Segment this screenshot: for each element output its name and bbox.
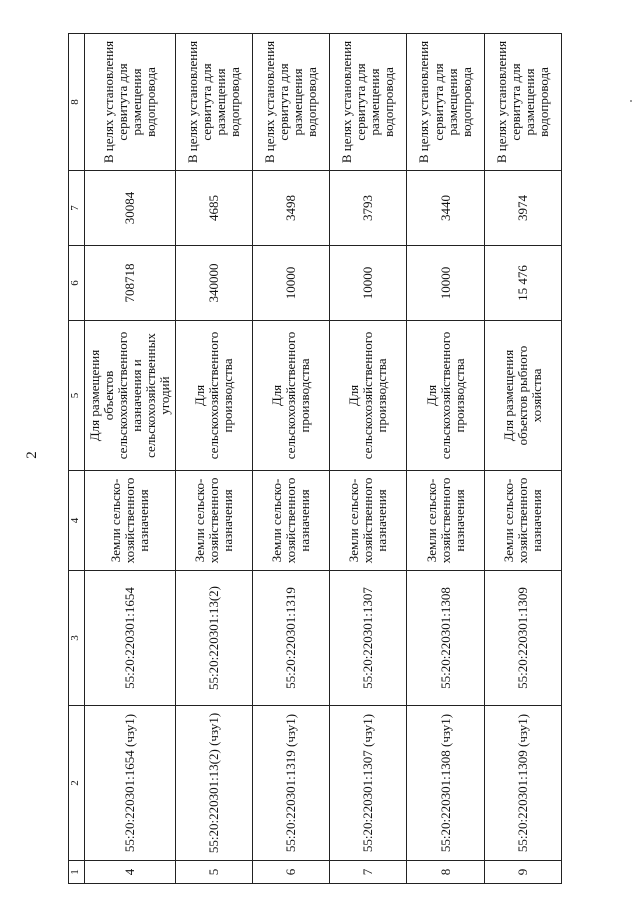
table-row [252, 34, 329, 884]
column-number: 1 [69, 861, 85, 884]
cadastral-number-cell: 55:20:220301:1308 [407, 571, 484, 706]
cadastral-number-cell: 55:20:220301:1307 [330, 571, 407, 706]
area-cell: 10000 [330, 246, 407, 321]
column-number: 6 [69, 246, 85, 321]
page-number: 2 [23, 451, 40, 459]
easement-table [68, 33, 562, 884]
scan-speck [630, 100, 632, 102]
permitted-use-cell: Для сельскохозяйственного производства [175, 321, 252, 471]
area-cell: 10000 [252, 246, 329, 321]
easement-zone-cell: 55:20:220301:1319 (чзу1) [252, 706, 329, 861]
land-category-cell: Земли сельско-хозяйственного назначения [84, 471, 175, 571]
purpose-cell: В целях установления сервитута для размещения водопровода [175, 34, 252, 171]
column-number-row [69, 34, 85, 884]
table-row [84, 34, 175, 884]
purpose-cell: В целях установления сервитута для размещения водопровода [330, 34, 407, 171]
cadastral-number-cell: 55:20:220301:1309 [484, 571, 561, 706]
easement-area-cell: 3440 [407, 171, 484, 246]
easement-zone-cell: 55:20:220301:1654 (чзу1) [84, 706, 175, 861]
column-number: 2 [69, 706, 85, 861]
easement-zone-cell: 55:20:220301:1309 (чзу1) [484, 706, 561, 861]
permitted-use-cell: Для сельскохозяйственного производства [252, 321, 329, 471]
purpose-cell: В целях установления сервитута для размещения водопровода [484, 34, 561, 171]
purpose-cell: В целях установления сервитута для размещения водопровода [84, 34, 175, 171]
easement-zone-cell: 55:20:220301:1307 (чзу1) [330, 706, 407, 861]
column-number: 5 [69, 321, 85, 471]
purpose-cell: В целях установления сервитута для размещения водопровода [407, 34, 484, 171]
table-row [330, 34, 407, 884]
area-cell: 340000 [175, 246, 252, 321]
cadastral-number-cell: 55:20:220301:1654 [84, 571, 175, 706]
cadastral-number-cell: 55:20:220301:13(2) [175, 571, 252, 706]
area-cell: 10000 [407, 246, 484, 321]
table-row [175, 34, 252, 884]
easement-zone-cell: 55:20:220301:13(2) (чзу1) [175, 706, 252, 861]
permitted-use-cell: Для сельскохозяйственного производства [330, 321, 407, 471]
land-category-cell: Земли сельско-хозяйственного назначения [407, 471, 484, 571]
easement-zone-cell: 55:20:220301:1308 (чзу1) [407, 706, 484, 861]
permitted-use-cell: Для сельскохозяйственного производства [407, 321, 484, 471]
easement-area-cell: 4685 [175, 171, 252, 246]
permitted-use-cell: Для размещения объектов сельскохозяйственного назначения и сельскохозяйственных угодий [84, 321, 175, 471]
row-number-cell: 5 [175, 861, 252, 884]
row-number-cell: 6 [252, 861, 329, 884]
column-number: 7 [69, 171, 85, 246]
land-category-cell: Земли сельско-хозяйственного назначения [484, 471, 561, 571]
table-row [407, 34, 484, 884]
row-number-cell: 4 [84, 861, 175, 884]
row-number-cell: 9 [484, 861, 561, 884]
land-category-cell: Земли сельско-хозяйственного назначения [252, 471, 329, 571]
easement-area-cell: 3498 [252, 171, 329, 246]
land-category-cell: Земли сельско-хозяйственного назначения [175, 471, 252, 571]
row-number-cell: 7 [330, 861, 407, 884]
rotated-table-container [68, 34, 562, 884]
easement-area-cell: 3974 [484, 171, 561, 246]
area-cell: 15 476 [484, 246, 561, 321]
column-number: 4 [69, 471, 85, 571]
land-category-cell: Земли сельско-хозяйственного назначения [330, 471, 407, 571]
permitted-use-cell: Для размещения объектов рыбного хозяйства [484, 321, 561, 471]
easement-area-cell: 30084 [84, 171, 175, 246]
purpose-cell: В целях установления сервитута для размещения водопровода [252, 34, 329, 171]
column-number: 8 [69, 34, 85, 171]
row-number-cell: 8 [407, 861, 484, 884]
area-cell: 708718 [84, 246, 175, 321]
table-row [484, 34, 561, 884]
easement-area-cell: 3793 [330, 171, 407, 246]
cadastral-number-cell: 55:20:220301:1319 [252, 571, 329, 706]
column-number: 3 [69, 571, 85, 706]
